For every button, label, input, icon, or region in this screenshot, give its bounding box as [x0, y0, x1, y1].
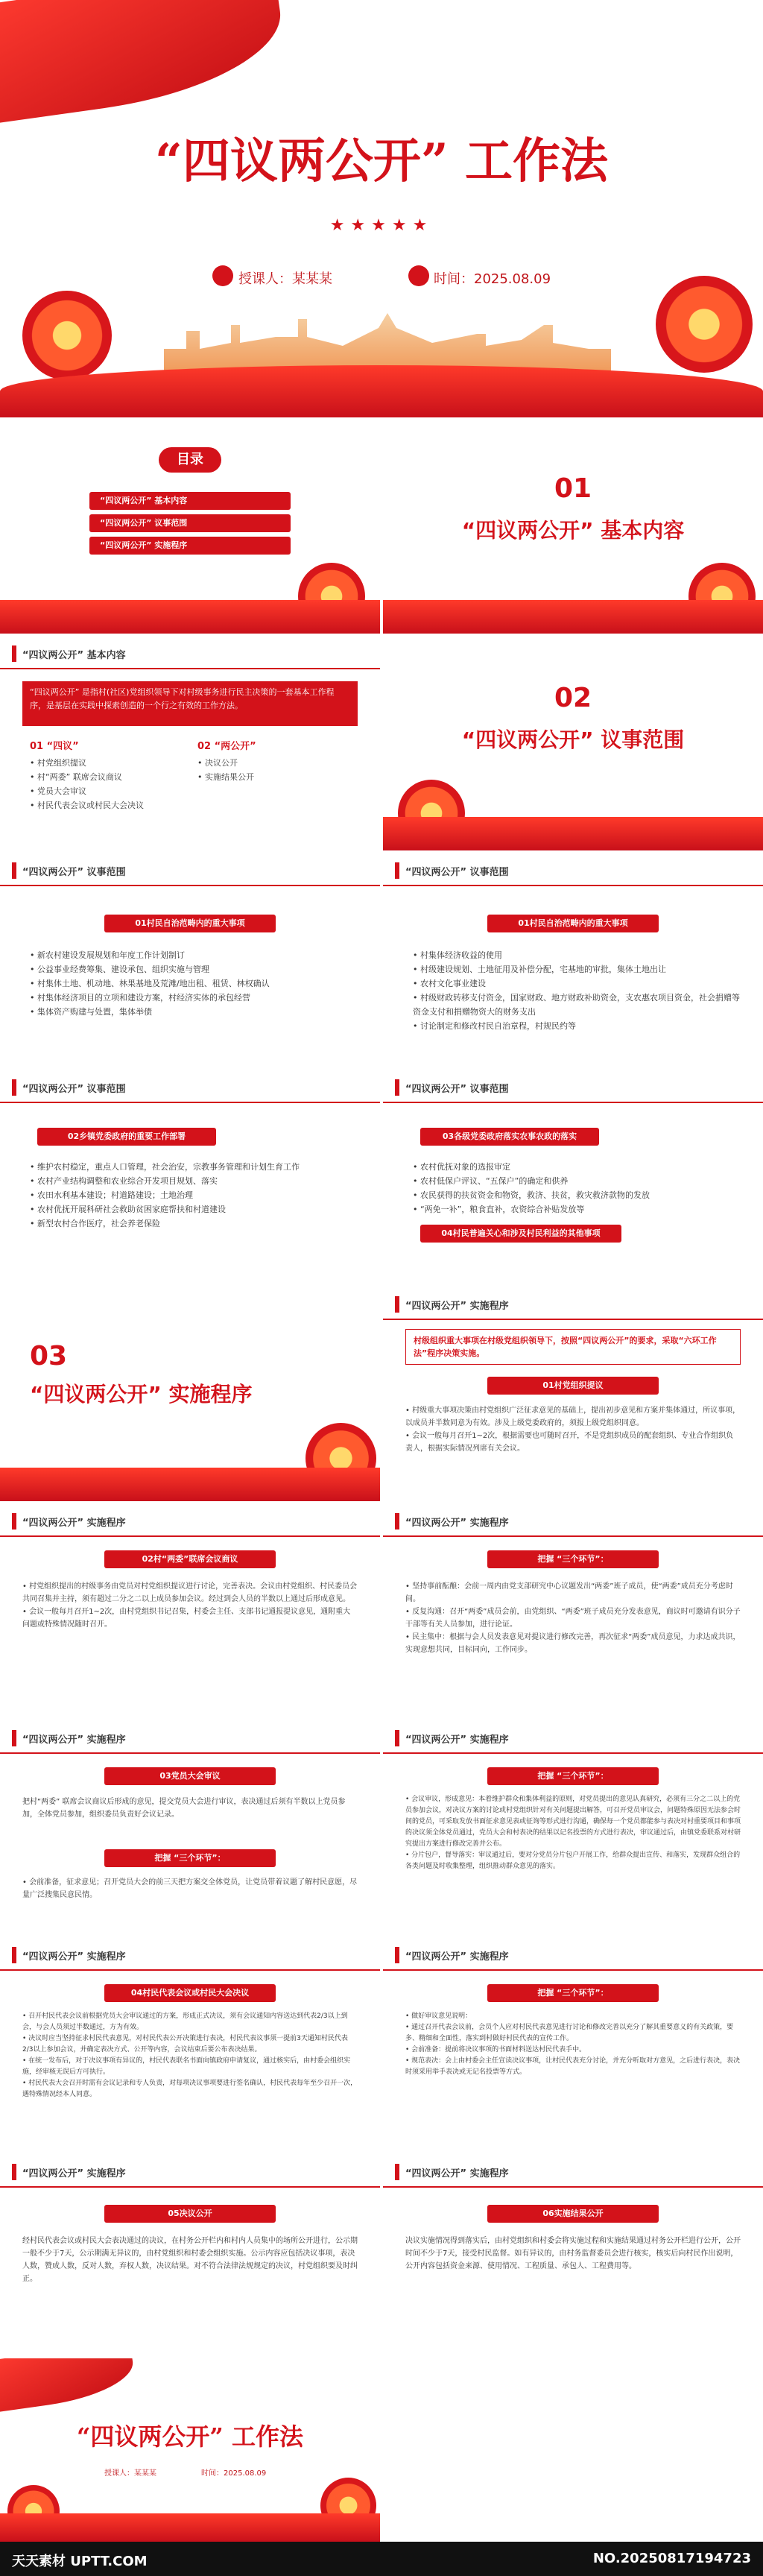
section-number: 02: [554, 683, 592, 713]
procedure-list: [22, 2011, 358, 2100]
category-pill-2: 把握 “三个环节”：: [104, 1849, 276, 1867]
intro-box: “四议两公开” 是指村(社区)党组织领导下对村级事务进行民主决策的一套基本工作程序，是基层在实践中探索创造的一个行之有效的工作方法。: [22, 681, 358, 726]
red-silk-band: [0, 365, 763, 417]
peony-right-image: [656, 276, 753, 373]
red-silk-band: [383, 600, 763, 634]
list-item: • 村民代表会议或村民大会决议: [30, 801, 144, 810]
list-item: • 新型农村合作医疗，社会养老保险: [30, 1219, 160, 1228]
implementation-slide-6: [0, 1939, 380, 2152]
list-item: • 坚持事前酝酿：会前一周内由党支部研究中心议题发出“两委”班子成员，使“两委”成员充分考虑时间。: [405, 1582, 733, 1603]
red-flag-decoration: [0, 0, 290, 125]
scope-list: [30, 1160, 358, 1231]
time-icon: [408, 265, 429, 286]
section-03-slide: [0, 1289, 380, 1501]
list-item: • 会前准备：提前将决议事项的书面材料送达村民代表手中。: [405, 2046, 586, 2053]
scope-slide-2: [383, 855, 763, 1067]
list-item: • “两免一补”，粮食直补，农资综合补贴发放等: [413, 1205, 585, 1214]
section-title: “四议两公开” 基本内容: [461, 518, 685, 543]
slide-header: [0, 2156, 380, 2188]
cover-time: 时间：2025.08.09: [434, 271, 551, 287]
category-pill: 01村民自治范畴内的重大事项: [104, 915, 276, 932]
list-item: • 村级财政转移支付资金，国家财政、地方财政补助资金，支农惠农项目资金，社会捐赠等资金支付和捐赠物资大的财务支出: [413, 993, 740, 1017]
slide-header: [0, 1506, 380, 1537]
implementation-slide-3: [383, 1506, 763, 1718]
section-02-slide: [383, 638, 763, 850]
category-pill: 02村“两委”联席会议商议: [104, 1550, 276, 1568]
slide-header-title: “四议两公开” 实施程序: [22, 2168, 126, 2179]
slide-header: [383, 1072, 763, 1103]
list-item: • 会议一般每月召开1~2次，由村党组织书记召集，村委会主任、支部书记通报提议意见，通附重大问题或特殊情况随时召开。: [22, 1608, 351, 1629]
intro-box: 村级组织重大事项在村级党组织领导下，按照“四议两公开”的要求，采取“六环工作法”程序决策实施。: [405, 1329, 741, 1365]
slide-header-title: “四议两公开” 实施程序: [405, 1951, 509, 1963]
red-silk-band: [0, 2513, 380, 2542]
list-item: • 农村优抚对象的选报审定: [413, 1162, 510, 1172]
category-pill: 把握 “三个环节”：: [487, 1550, 659, 1568]
list-item: • 农田水利基本建设；村道路建设；土地治理: [30, 1190, 193, 1200]
scope-slide-4: [383, 1072, 763, 1284]
cover-presenter: 授课人：某某某: [238, 271, 332, 287]
scope-list: [413, 948, 741, 1033]
slide-header-title: “四议两公开” 实施程序: [22, 1734, 126, 1746]
category-pill: 01村党组织提议: [487, 1377, 659, 1395]
category-pill: 04村民代表会议或村民大会决议: [104, 1984, 276, 2002]
toc-heading: 目录: [177, 452, 203, 467]
stars-decoration: ★★★★★: [329, 216, 434, 235]
list-item: • 村集体经济收益的使用: [413, 950, 502, 960]
scope-slide-3: [0, 1072, 380, 1284]
procedure-text: 决议实施情况得到落实后，由村党组织和村委会将实施过程和实施结果通过村务公开栏进行公开，公开时间不少于7天，接受村民监督。如有异议的，由村务监督委员会进行核实，核实后向村民作出说明，公开内容包括资金来源、使用情况、工程质量、承包人、工程费用等。: [405, 2237, 741, 2270]
list-item: • 村集体土地、机动地、林果基地及荒滩/地出租、租赁、林权确认: [30, 979, 270, 988]
ending-presenter: 授课人：某某某: [104, 2469, 156, 2478]
category-pill: 03各级党委政府落实农事农政的落实: [420, 1128, 599, 1146]
category-pill: 02乡镇党委政府的重要工作部署: [37, 1128, 216, 1146]
procedure-list: [22, 1580, 358, 1631]
list-item: • 民主集中：根据与会人员发表意见对提议进行修改完善，再次征求“两委”成员意见，力求达成共识，实现意想共同，目标同向，工作同步。: [405, 1633, 741, 1654]
list-item: • 党员大会审议: [30, 786, 86, 796]
scope-list: [413, 1160, 741, 1216]
list-item: • 村级建设规划、土地征用及补偿分配，宅基地的审批，集体土地出让: [413, 965, 666, 974]
section-title: “四议两公开” 议事范围: [461, 727, 685, 752]
list-item: • 通过召开代表会议前，会员个人应对村民代表意见进行讨论和修改完善以充分了解其重要意义的有关政策，要多、精细和全面性，落实到村做好村民代表的宣传工作。: [405, 2024, 734, 2042]
city-skyline-image: [164, 313, 611, 373]
procedure-list: [22, 1876, 358, 1901]
procedure-text: 经村民代表会议或村民大会表决通过的决议，在村务公开栏内和村内人员集中的场所公开进行，公示期一般不少于7天，公示期满无异议的，由村党组织和村委会组织实施。公示内容应包括决议事项，表决人数，赞成人数，反对人数，弃权人数，决议结果。对不符合法律法规规定的决议，村党组织要及时纠正。: [22, 2237, 358, 2283]
slide-header: [0, 1939, 380, 1971]
list-item: • 在统一发布后，对于决议事项有异议的，村民代表联名书面向镇政府申请复议，通过核实后，由村委会组织实施，经审核无误后方可执行。: [22, 2057, 351, 2076]
list-item: • 农村产业结构调整和农业综合开发项目规划、落实: [30, 1176, 218, 1186]
list-item: • 决议公开: [197, 758, 238, 768]
implementation-slide-7: [383, 1939, 763, 2152]
footer-site: 天天素材 UPTT.COM: [12, 2554, 148, 2569]
list-item: • 分片包户，督导落实：审议通过后，要对分党员分片包户开展工作，给群众提出宣传、和落实，发现群众组合的各类问题及时收集整理，组织推动群众意见的落实。: [405, 1852, 741, 1870]
peony-left-image: [22, 291, 112, 380]
category-pill: 05决议公开: [104, 2205, 276, 2223]
toc-item-2[interactable]: “四议两公开” 议事范围: [89, 514, 291, 532]
list-item: • 讨论制定和修改村民自治章程，村规民约等: [413, 1021, 576, 1031]
section-01-slide: [383, 421, 763, 634]
slide-header: [0, 638, 380, 669]
slide-header: [383, 855, 763, 886]
slide-header: [383, 2156, 763, 2188]
category-pill: 把握 “三个环节”：: [487, 1984, 659, 2002]
slide-header-title: “四议两公开” 议事范围: [22, 1084, 126, 1095]
four-deliberations-heading: 01 “四议”: [30, 741, 79, 752]
scope-slide-1: [0, 855, 380, 1067]
procedure-list: [405, 1404, 741, 1455]
watermark-footer: [0, 2542, 763, 2576]
slide-header-title: “四议两公开” 实施程序: [405, 1301, 509, 1312]
red-silk-band: [383, 817, 763, 850]
category-pill: 把握 “三个环节”：: [487, 1767, 659, 1785]
category-pill: 01村民自治范畴内的重大事项: [487, 915, 659, 932]
list-item: • 做好审议意见说明：: [405, 2012, 472, 2020]
toc-item-1[interactable]: “四议两公开” 基本内容: [89, 492, 291, 510]
section-title: “四议两公开” 实施程序: [30, 1382, 253, 1407]
procedure-list: [405, 2011, 741, 2078]
list-item: • 农村低保户评议、“五保户”的确定和供养: [413, 1176, 569, 1186]
slide-header: [383, 1506, 763, 1537]
list-item: • 规范表决：会上由村委会主任宣读决议事项，让村民代表充分讨论，并充分听取对方意见，之后进行表决，表决时须采用举手表决或无记名投票等方式。: [405, 2057, 741, 2076]
list-item: • 村级重大事项决策由村党组织广泛征求意见的基础上，提出初步意见和方案并集体通过，所议事项，以成员并半数同意为有效。涉及上级党委政府的，须报上级党组织同意。: [405, 1407, 741, 1427]
procedure-list: [405, 1580, 741, 1656]
footer-number: NO.20250817194723: [592, 2551, 751, 2566]
list-item: • 反复沟通：召开“两委”成员会前，由党组织、“两委”班子成员充分发表意见，商议时可邀请有识分子干部等有关人员参加，进行论证。: [405, 1608, 741, 1629]
slide-header: [383, 1289, 763, 1320]
red-silk-band: [0, 600, 380, 634]
list-item: • 维护农村稳定，重点人口管理，社会治安，宗教事务管理和计划生育工作: [30, 1162, 300, 1172]
slide-header-title: “四议两公开” 实施程序: [405, 1734, 509, 1746]
basic-content-slide: [0, 638, 380, 850]
list-item: • 实施结果公开: [197, 772, 254, 782]
list-item: • 召开村民代表会议前根据党员大会审议通过的方案，形成正式决议，须有会议通知内容送达到代表2/3以上到会，与会人员须过半数通过，方为有效。: [22, 2012, 348, 2031]
procedure-list: [405, 1794, 741, 1872]
toc-item-3[interactable]: “四议两公开” 实施程序: [89, 537, 291, 555]
presenter-icon: [212, 265, 233, 286]
slide-header: [0, 855, 380, 886]
toc-heading-badge: [159, 447, 221, 473]
implementation-slide-4: [0, 1723, 380, 1935]
slide-header-title: “四议两公开” 实施程序: [22, 1951, 126, 1963]
list-item: • 农村文化事业建设: [413, 979, 486, 988]
list-item: • 农民获得的扶贫资金和物资，救济、扶贫，救灾救济款物的发放: [413, 1190, 650, 1200]
category-pill: 06实施结果公开: [487, 2205, 659, 2223]
slide-header: [383, 1723, 763, 1754]
two-publics-list: [197, 756, 346, 784]
list-item: • 公益事业经费筹集、建设承包、组织实施与管理: [30, 965, 209, 974]
list-item: • 村“两委” 联席会议商议: [30, 772, 122, 782]
implementation-slide-2: [0, 1506, 380, 1718]
implementation-slide-8: [0, 2156, 380, 2354]
implementation-slide-1: [383, 1289, 763, 1501]
list-item: • 村民代表大会召开时需有会议记录和专人负责，对每项决议事项要进行签名确认，村民代表每年至少召开一次，遇特殊情况经本人同意。: [22, 2080, 358, 2098]
slide-header: [0, 1072, 380, 1103]
implementation-slide-9: [383, 2156, 763, 2354]
list-item: • 村集体经济项目的立项和建设方案，村经济实体的承包经营: [30, 993, 250, 1003]
procedure-text: 把村“两委” 联席会议商议后形成的意见，提交党员大会进行审议，表决通过后须有半数以上党员参加，全体党员参加，组织委员负责好会议记录。: [22, 1798, 346, 1819]
category-pill-2: 04村民普遍关心和涉及村民利益的其他事项: [420, 1225, 621, 1243]
red-flag-decoration: [0, 2358, 137, 2414]
slide-header-title: “四议两公开” 议事范围: [405, 867, 509, 878]
list-item: • 会前准备，征求意见；召开党员大会的前三天把方案交全体党员，让党员带着议题了解村民意愿，尽量广泛搜集民意民情。: [22, 1878, 358, 1899]
four-deliberations-list: [30, 756, 194, 812]
list-item: • 村党组织提出的村级事务由党员对村党组织提议进行讨论，完善表决。会议由村党组织、村民委员会共同召集并主持，须有超过二分之二以上成员参加会议。经过到会人员的半数以上通过后形成意见。: [22, 1582, 358, 1603]
list-item: • 决议时应当坚持征求村民代表意见，对村民代表公开决策进行表决，村民代表议事须一提前3天通知村民代表2/3以上参加会议，并确定表决方式、公开等内容，会议结束后要公布表决结果。: [22, 2035, 348, 2053]
slide-header-title: “四议两公开” 议事范围: [405, 1084, 509, 1095]
red-silk-band: [0, 1468, 380, 1501]
ending-slide: [0, 2358, 380, 2542]
category-pill: 03党员大会审议: [104, 1767, 276, 1785]
list-item: • 村党组织提议: [30, 758, 86, 768]
slide-header-title: “四议两公开” 实施程序: [405, 2168, 509, 2179]
section-number: 03: [30, 1341, 68, 1371]
list-item: • 会议一般每月召开1~2次，根据需要也可随时召开，不是党组织成员的配套组织、专业合作组织负责人，根据实际情况列席有关会议。: [405, 1432, 734, 1453]
cover-slide: [0, 0, 763, 417]
ending-time: 时间：2025.08.09: [201, 2469, 267, 2478]
toc-slide: [0, 421, 380, 634]
slide-header: [383, 1939, 763, 1971]
slide-header-title: “四议两公开” 实施程序: [22, 1518, 126, 1529]
cover-title: “四议两公开” 工作法: [155, 133, 608, 189]
two-publics-heading: 02 “两公开”: [197, 741, 256, 752]
list-item: • 新农村建设发展规划和年度工作计划制订: [30, 950, 185, 960]
scope-list: [30, 948, 358, 1019]
slide-header-title: “四议两公开” 基本内容: [22, 650, 126, 661]
list-item: • 农村优抚开展科研社会救助贫困家庭帮扶和村道建设: [30, 1205, 226, 1214]
list-item: • 集体资产购建与处置，集体举债: [30, 1007, 152, 1017]
slide-header-title: “四议两公开” 议事范围: [22, 867, 126, 878]
slide-header: [0, 1723, 380, 1754]
list-item: • 会议审议，形成意见：本着维护群众和集体利益的原则，对党员提出的意见认真研究，必须有三分之二以上的党员参加会议，对决议方案的讨论或村党组织针对有关问题提出解答，可召开党员审议会，问题特殊原因无法参会时间的党员，可采取发放书面征求意见表或征询等形式进行沟通，确保每一个党员都能参与表决对村重要项目和事项的决议须全体党员通过，党员大会和村表决的结果以记名投票的方式进行表决，审议通过后，由镇党委联系对村研究提出方案进行修改完善并公布。: [405, 1796, 741, 1848]
implementation-slide-5: [383, 1723, 763, 1935]
section-number: 01: [554, 473, 592, 504]
ending-title: “四议两公开” 工作法: [77, 2422, 303, 2451]
slide-header-title: “四议两公开” 实施程序: [405, 1518, 509, 1529]
